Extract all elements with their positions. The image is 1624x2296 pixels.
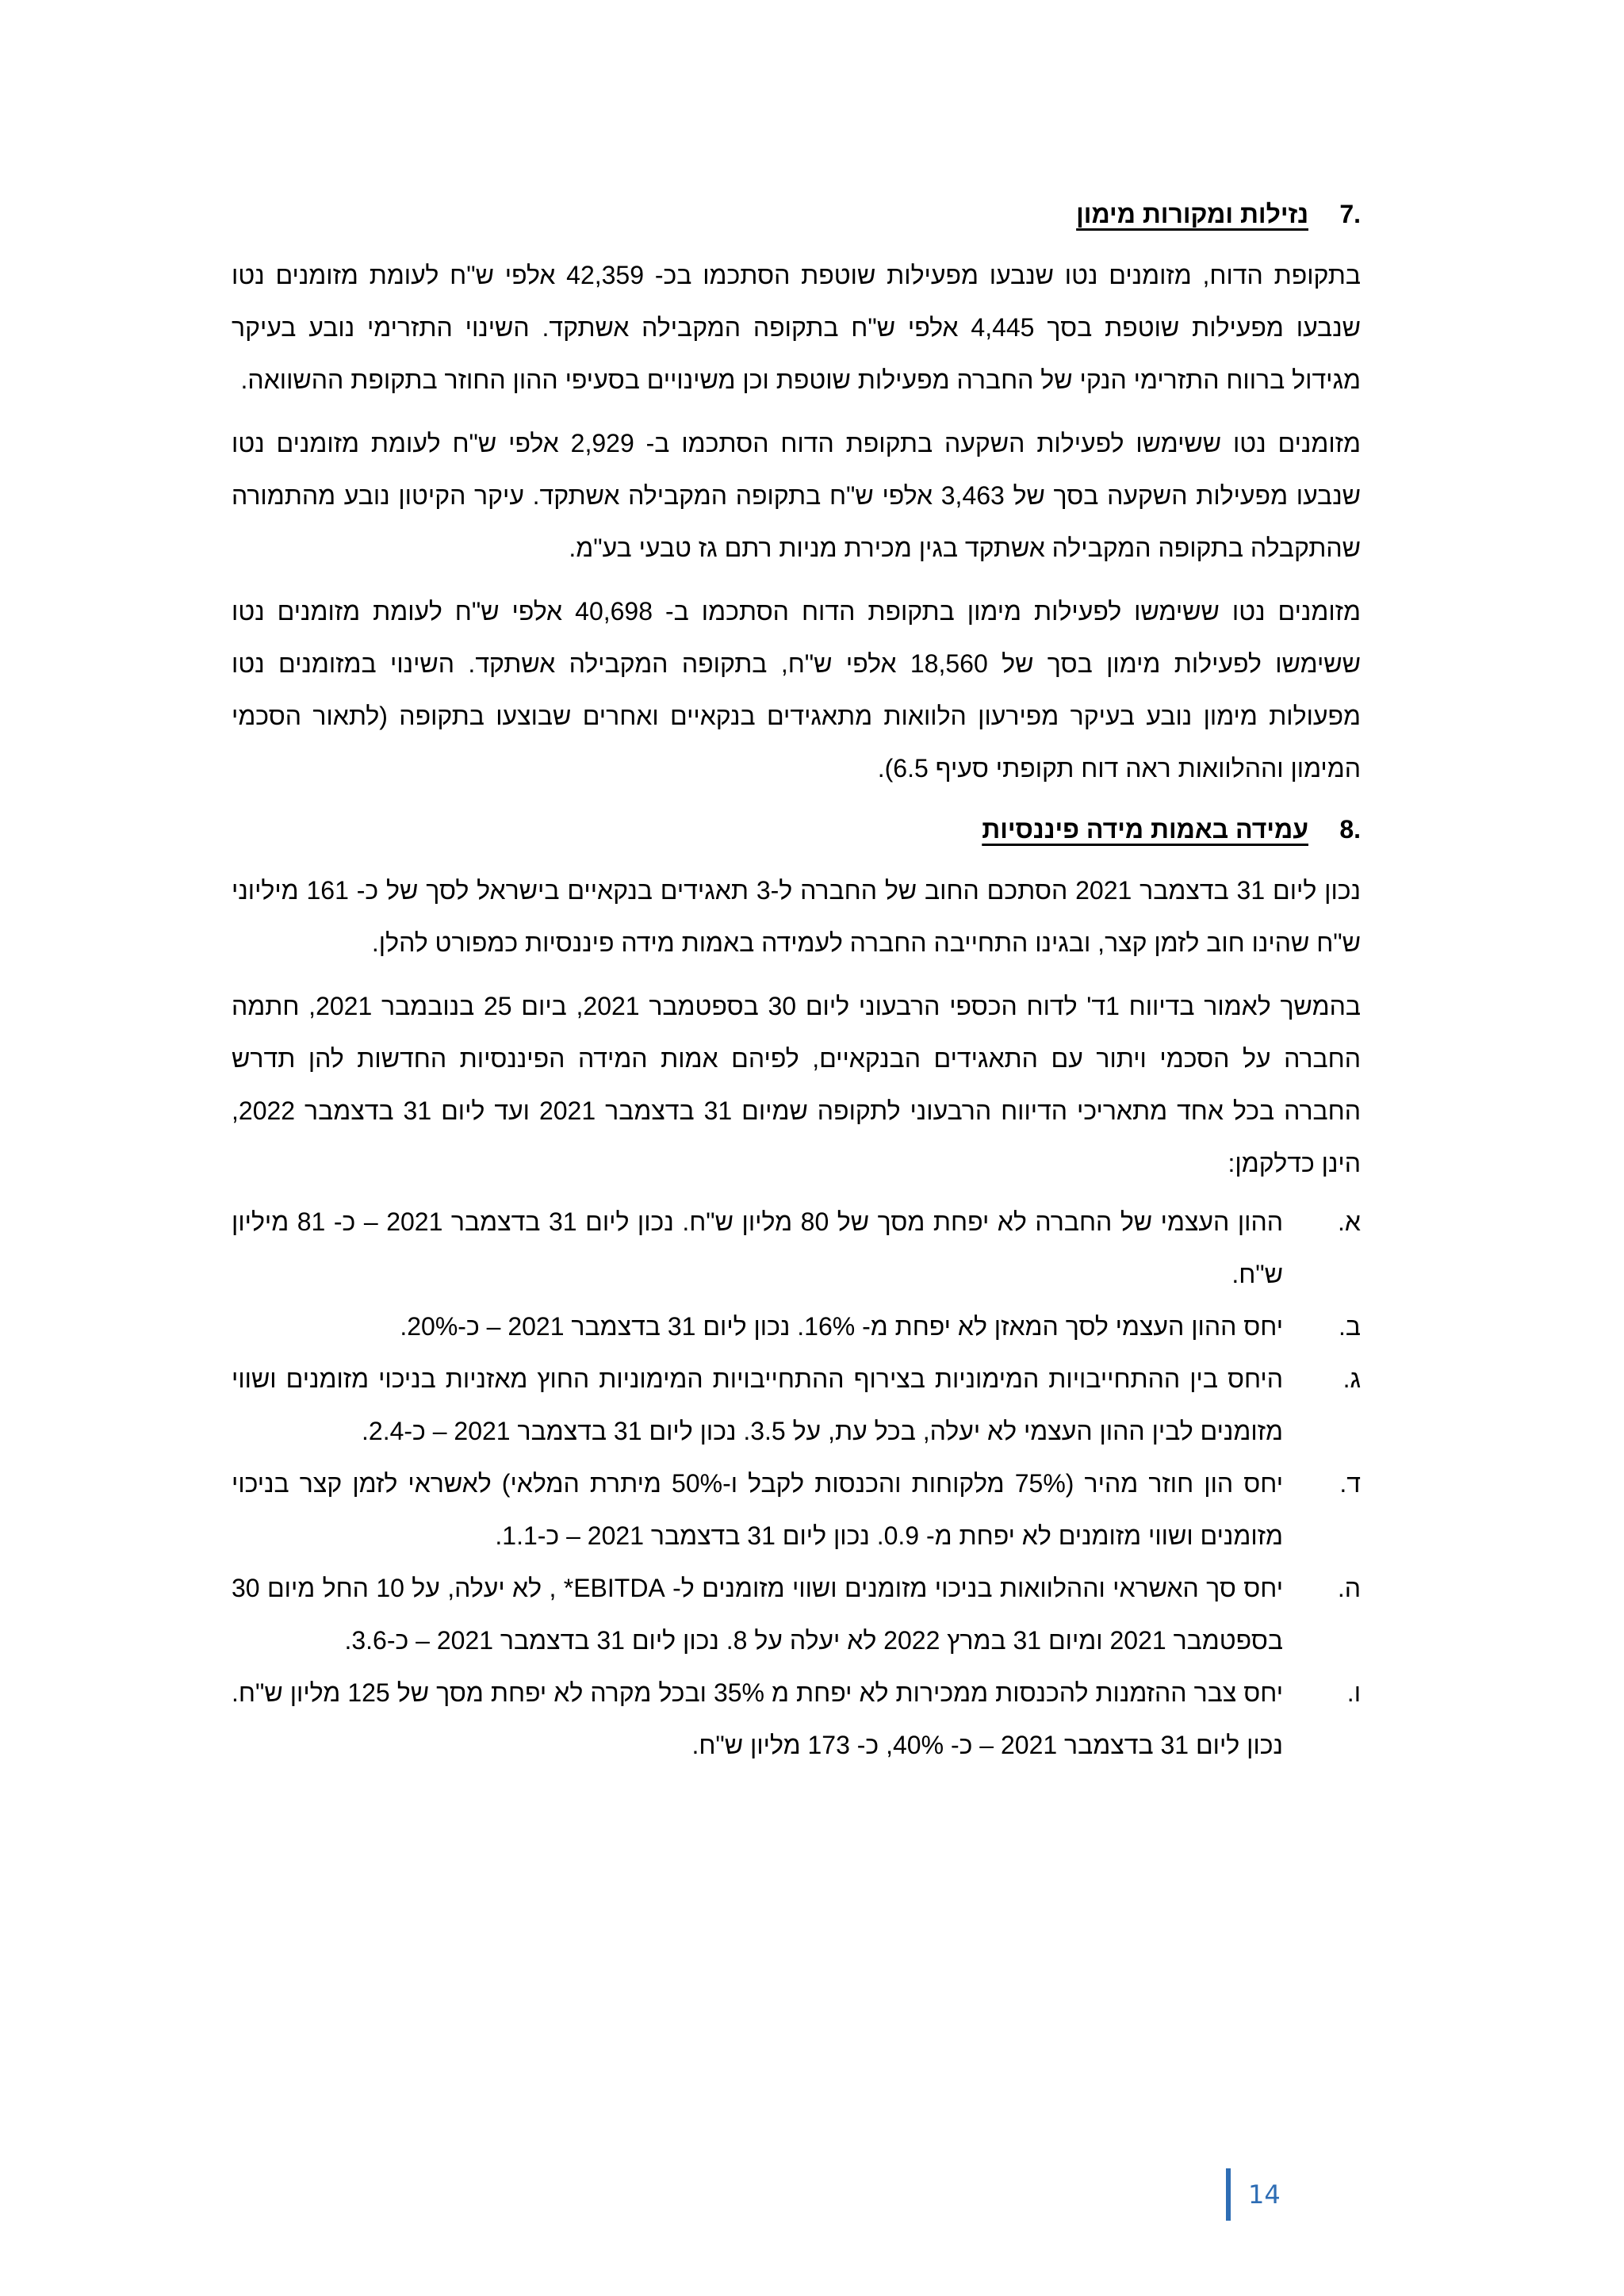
list-item-text: יחס הון חוזר מהיר (75% מלקוחות והכנסות לקבל ו-50% מיתרת המלאי) לאשראי לזמן קצר בניכוי מזומנים ושווי מזומנים לא יפחת מ- 0.9. נכון ליום 31 בדצמבר 2021 – כ-1.1. (232, 1469, 1284, 1550)
list-item (232, 1562, 1361, 1667)
page-content (232, 190, 1361, 1771)
list-item-text: ההון העצמי של החברה לא יפחת מסך של 80 מליון ש"ח. נכון ליום 31 בדצמבר 2021 – כ- 81 מיליון ש"ח. (232, 1207, 1284, 1288)
list-item-label: ד. (1339, 1469, 1361, 1498)
section-8-paragraph-1: נכון ליום 31 בדצמבר 2021 הסתכם החוב של החברה ל-3 תאגידים בנקאיים בישראל לסך של כ- 161 מיליוני ש"ח שהינו חוב לזמן קצר, ובגינו התחייבה החברה לעמידה באמות מידה פיננסיות כמפורט להלן. (232, 876, 1362, 957)
list-item (232, 1667, 1361, 1771)
section-8-title: עמידה באמות מידה פיננסיות (982, 815, 1308, 844)
list-item-label: ה. (1337, 1574, 1361, 1602)
section-8-paragraph-2: בהמשך לאמור בדיווח 1ד' לדוח הכספי הרבעוני ליום 30 בספטמבר 2021, ביום 25 בנובמבר 2021, חתמה החברה על הסכמי ויתור עם התאגידים הבנקאיים, לפיהם אמות המידה הפיננסיות החדשות להן תדרש החברה בכל אחד מתאריכי הדיווח הרבעוני לתקופה שמיום 31 בדצמבר 2021 ועד ליום 31 בדצמבר 2022, הינן כדלקמן: (232, 992, 1362, 1177)
list-item (232, 1300, 1361, 1353)
list-item (232, 1353, 1361, 1457)
page-footer (1226, 2168, 1281, 2221)
footer-accent-bar (1226, 2168, 1231, 2221)
list-item-label: ג. (1342, 1364, 1361, 1393)
list-item-label: א. (1338, 1207, 1361, 1236)
list-item-text: יחס צבר ההזמנות להכנסות ממכירות לא יפחת מ 35% ובכל מקרה לא יפחת מסך של 125 מליון ש"ח. נכון ליום 31 בדצמבר 2021 – כ- 40%, כ- 173 מליון ש"ח. (232, 1678, 1284, 1759)
section-7-number: 7. (1339, 200, 1361, 228)
list-item (232, 1457, 1361, 1562)
section-7-heading (232, 190, 1361, 238)
list-item-text: היחס בין ההתחייבויות המימוניות בצירוף ההתחייבויות המימוניות החוץ מאזניות בניכוי מזומנים ושווי מזומנים לבין ההון העצמי לא יעלה, בכל עת, על 3.5. נכון ליום 31 בדצמבר 2021 – כ-2.4. (232, 1364, 1283, 1445)
list-item-text: יחס ההון העצמי לסך המאזן לא יפחת מ- 16%. נכון ליום 31 בדצמבר 2021 – כ-20%. (400, 1312, 1283, 1341)
list-item (232, 1196, 1361, 1300)
list-item-text: יחס סך האשראי וההלוואות בניכוי מזומנים ושווי מזומנים ל- EBITDA* , לא יעלה, על 10 החל מיום 30 בספטמבר 2021 ומיום 31 במרץ 2022 לא יעלה על 8. נכון ליום 31 בדצמבר 2021 – כ-3.6. (232, 1574, 1283, 1655)
covenants-list (232, 1196, 1361, 1771)
page-number: 14 (1248, 2179, 1281, 2210)
section-8-number: 8. (1339, 815, 1361, 844)
section-7-paragraph-1: בתקופת הדוח, מזומנים נטו שנבעו מפעילות שוטפת הסתכמו בכ- 42,359 אלפי ש"ח לעומת מזומנים נטו שנבעו מפעילות שוטפת בסך 4,445 אלפי ש"ח בתקופה המקבילה אשתקד. השינוי התזרימי נובע בעיקר מגידול ברווח התזרימי הנקי של החברה מפעילות שוטפת וכן משינויים בסעיפי ההון החוזר בתקופת ההשוואה. (232, 261, 1362, 394)
section-7-title: נזילות ומקורות מימון (1076, 200, 1308, 228)
section-7-paragraph-2: מזומנים נטו ששימשו לפעילות השקעה בתקופת הדוח הסתכמו ב- 2,929 אלפי ש"ח לעומת מזומנים נטו שנבעו מפעילות השקעה בסך של 3,463 אלפי ש"ח בתקופה המקבילה אשתקד. עיקר הקיטון נובע מהתמורה שהתקבלה בתקופה המקבילה אשתקד בגין מכירת מניות רתם גז טבעי בע"מ. (232, 429, 1362, 562)
section-8-heading (232, 806, 1361, 853)
list-item-label: ו. (1346, 1678, 1361, 1707)
section-7-paragraph-3: מזומנים נטו ששימשו לפעילות מימון בתקופת הדוח הסתכמו ב- 40,698 אלפי ש"ח לעומת מזומנים נטו ששימשו לפעילות מימון בסך של 18,560 אלפי ש"ח, בתקופה המקבילה אשתקד. השינוי במזומנים נטו מפעולות מימון נובע בעיקר מפירעון הלוואות מתאגידים בנקאיים ואחרים שבוצעו בתקופה (לתאור הסכמי המימון וההלוואות ראה דוח תקופתי סעיף 6.5). (232, 597, 1362, 783)
list-item-label: ב. (1338, 1312, 1361, 1341)
